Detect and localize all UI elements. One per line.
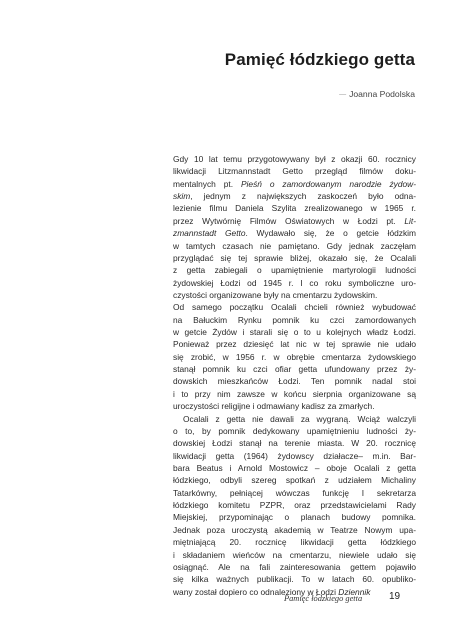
text-span: żydowskiej Łodzi od 1945 r. I co roku symboliczne uro-	[173, 277, 416, 288]
text-line	[173, 487, 416, 499]
text-span: przyglądać się tej sprawie bliżej, okazało się, że Ocalali	[173, 252, 416, 263]
text-span: w tamtych czasach nie pamiętano. Gdy jednak zaczęłam	[173, 240, 416, 251]
italic-text: skim	[173, 191, 191, 202]
text-line	[173, 277, 416, 289]
text-span: łódzkiego komitetu PZPR, oraz przedstawicielami Rady	[173, 500, 416, 511]
text-span: osiągnąć. Ale na fali zainteresowania gettem pojawiło	[173, 561, 416, 572]
text-line	[173, 215, 416, 227]
text-line	[173, 202, 416, 214]
text-line	[173, 363, 416, 375]
text-line	[173, 388, 416, 400]
text-span: Gdy 10 lat temu przygotowywany był z okazji 60. rocznicy	[173, 154, 416, 164]
text-span: się kilka ważnych publikacji. To w latach 60. opubliko-	[173, 574, 416, 585]
page-number: 19	[389, 591, 401, 602]
author-line	[339, 89, 415, 99]
text-line	[173, 252, 416, 264]
text-line	[173, 511, 416, 523]
text-span: , jednym z największych zaskoczeń było odna-	[190, 191, 416, 202]
text-line	[173, 240, 416, 252]
italic-text: Dziennik	[338, 586, 371, 597]
text-span: Jednak poza uroczystą akademią w Teatrze Nowym upa-	[173, 524, 416, 535]
text-span: likwidacji getta (1964) żydowscy działacze– m.in. Bar-	[173, 450, 416, 461]
text-line	[173, 400, 416, 412]
text-span: Miejskiej, przypominając o planach budowy pomnika.	[173, 512, 416, 523]
text-line	[173, 474, 416, 486]
text-span: lezienie filmu Daniela Szylita zrealizowanego w 1965 r.	[173, 203, 416, 214]
italic-text: zmannstadt Getto	[173, 228, 246, 239]
text-line	[173, 462, 416, 474]
text-line	[173, 190, 416, 202]
text-line	[173, 351, 416, 363]
text-span: dowskiej Łodzi stanął na terenie miasta. W 20. rocznicę	[173, 438, 416, 449]
text-span: z getta zabiegali o upamiętnienie martyrologii ludności	[173, 265, 416, 276]
author-dash: —	[339, 91, 347, 98]
text-line	[173, 338, 416, 350]
text-span: Ponieważ przez dziesięć lat nic w tej sprawie nie udało	[173, 339, 416, 350]
text-line	[173, 573, 416, 585]
text-span: miętniającą 20. rocznicę likwidacji getta łódzkiego	[173, 537, 416, 548]
text-span: likwidacji Litzmannstadt Getto przegląd filmów doku-	[173, 166, 416, 177]
text-span: Ocalali z getta nie dawali za wygraną. Wciąż walczyli	[183, 413, 416, 424]
text-span: w getcie Żydów i starali się o to u kolejnych władz Łodzi.	[173, 327, 416, 338]
text-span: uroczystości religijne i odmawiany kadisz za zmarłych.	[173, 401, 375, 412]
text-span: wany został dopiero co odnaleziony w Łodzi	[173, 586, 339, 597]
author-name: Joanna Podolska	[349, 89, 415, 99]
text-span: Tatarkówny, pełniącej wówczas funkcję I sekretarza	[173, 487, 416, 498]
text-span: Od samego początku Ocalali chcieli również wybudować	[173, 302, 416, 313]
text-line	[173, 289, 416, 301]
text-line	[173, 561, 416, 573]
text-span: bara Beatus i Arnold Mostowicz – oboje Ocalali z getta	[173, 462, 416, 473]
text-line	[173, 450, 416, 462]
text-line	[173, 549, 416, 561]
text-line	[173, 413, 416, 425]
text-line	[173, 165, 416, 177]
text-span: . Wydawało się, że o getcie łódzkim	[245, 228, 416, 239]
text-span: przez Wytwórnię Filmów Oświatowych w Łodzi pt.	[173, 215, 405, 226]
text-span: o to, by pomnik dedykowany upamiętnieniu ludności ży-	[173, 425, 416, 436]
text-line	[173, 326, 416, 338]
text-span: stanął pomnik ku czci ofiar getta ufundowany przez ży-	[173, 364, 416, 375]
text-line	[173, 264, 416, 276]
text-span: łódzkiego, odbyli szereg spotkań z udziałem Michaliny	[173, 475, 416, 486]
text-line	[173, 499, 416, 511]
text-line	[173, 178, 416, 190]
italic-text: Pieśń o zamordowanym narodzie żydow-	[240, 178, 416, 189]
article-body	[173, 153, 416, 598]
text-line	[173, 314, 416, 326]
text-line	[173, 425, 416, 437]
text-span: mentalnych pt.	[173, 178, 241, 189]
text-span: czystości organizowane były na cmentarzu żydowskim.	[173, 289, 378, 300]
text-span: na Bałuckim Rynku pomnik ku czci zamordowanych	[173, 314, 416, 325]
text-line	[173, 536, 416, 548]
text-line	[173, 301, 416, 313]
italic-text: Lit-	[404, 215, 416, 226]
chapter-title: Pamięć łódzkiego getta	[224, 50, 415, 69]
text-line	[173, 524, 416, 536]
text-line	[173, 227, 416, 239]
text-span: i składaniem wieńców na cmentarzu, niewiele udało się	[173, 549, 416, 560]
text-line	[173, 437, 416, 449]
text-span: dowskich mieszkańców Łodzi. Ten pomnik nadal stoi	[173, 376, 416, 387]
text-line	[173, 153, 416, 165]
running-footer-title: Pamięć łódzkiego getta	[284, 594, 363, 603]
text-span: i to przy nim zawsze w końcu sierpnia organizowane są	[173, 388, 416, 399]
text-line	[173, 375, 416, 387]
text-span: się zrobić, w 1956 r. w obrębie cmentarza żydowskiego	[173, 351, 416, 362]
